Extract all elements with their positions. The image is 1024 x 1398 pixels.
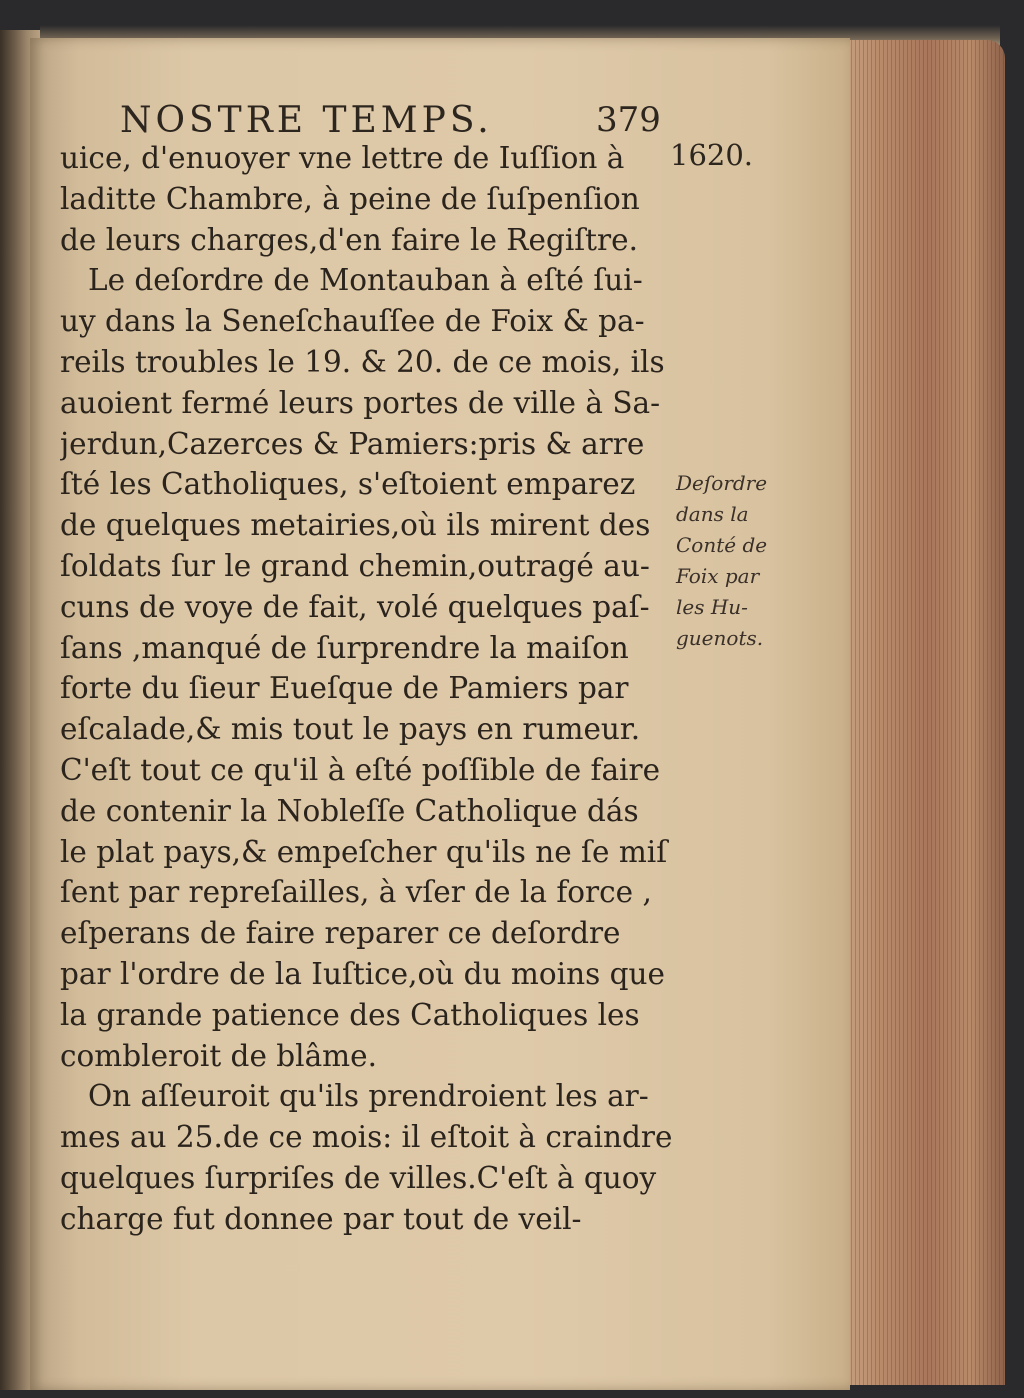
text-line: de contenir la Nobleſſe Catholique dás bbox=[60, 793, 639, 828]
text-line: mes au 25.de ce mois: il eſtoit à craindre bbox=[60, 1120, 672, 1155]
margin-note-line: Foix par bbox=[676, 564, 760, 588]
text-line: reils troubles le 19. & 20. de ce mois, ils bbox=[60, 344, 665, 379]
text-line: charge fut donnee par tout de veil- bbox=[60, 1201, 582, 1236]
margin-note-line: dans la bbox=[676, 502, 749, 526]
text-line: ſent par repreſailles, à vſer de la force , bbox=[60, 875, 652, 910]
margin-note-line: guenots. bbox=[676, 626, 764, 650]
text-line: eſperans de faire reparer ce deſordre bbox=[60, 916, 621, 951]
text-line: quelques ſurpriſes de villes.C'eſt à quoy bbox=[60, 1160, 657, 1195]
running-head: NOSTRE TEMPS. bbox=[120, 100, 493, 141]
text-line: ſoldats ſur le grand chemin,outragé au- bbox=[60, 548, 650, 583]
text-line: le plat pays,& empeſcher qu'ils ne ſe miſ bbox=[60, 834, 668, 869]
book-fore-edge bbox=[835, 40, 1005, 1385]
body-text bbox=[60, 138, 672, 1240]
text-line: auoient fermé leurs portes de ville à Sa- bbox=[60, 385, 661, 420]
page-number: 379 bbox=[596, 100, 661, 140]
text-line: ſté les Catholiques, s'eſtoient emparez bbox=[60, 467, 636, 502]
text-line: de quelques metairies,où ils mirent des bbox=[60, 508, 651, 543]
text-line: laditte Chambre, à peine de ſuſpenſion bbox=[60, 181, 640, 216]
margin-note-line: les Hu- bbox=[676, 595, 748, 619]
text-line: combleroit de blâme. bbox=[60, 1038, 377, 1073]
margin-note-line: Deſordre bbox=[676, 471, 768, 495]
paragraph-start-line: On aſſeuroit qu'ils prendroient les ar- bbox=[88, 1079, 649, 1114]
text-line: uice, d'enuoyer vne lettre de Iuſſion à bbox=[60, 141, 625, 175]
text-line: ſans ,manqué de ſurprendre la maiſon bbox=[60, 630, 629, 665]
text-line: par l'ordre de la Iuſtice,où du moins que bbox=[60, 956, 665, 991]
text-line: la grande patience des Catholiques les bbox=[60, 997, 640, 1032]
text-line: jerdun,Cazerces & Pamiers:pris & arre bbox=[60, 426, 645, 461]
margin-note bbox=[676, 468, 806, 654]
paragraph-start-line: Le deſordre de Montauban à eſté ſui- bbox=[88, 263, 643, 298]
margin-year: 1620. bbox=[670, 138, 754, 172]
text-line: cuns de voye de fait, volé quelques paſ- bbox=[60, 589, 650, 624]
text-line: de leurs charges,d'en faire le Regiſtre. bbox=[60, 222, 638, 257]
text-line: uy dans la Seneſchauſſee de Foix & pa- bbox=[60, 304, 645, 339]
margin-note-line: Conté de bbox=[676, 533, 768, 557]
text-line: eſcalade,& mis tout le pays en rumeur. bbox=[60, 712, 641, 747]
text-line: C'eſt tout ce qu'il à eſté poſſible de faire bbox=[60, 752, 661, 787]
text-line: forte du ſieur Eueſque de Pamiers par bbox=[60, 671, 629, 706]
